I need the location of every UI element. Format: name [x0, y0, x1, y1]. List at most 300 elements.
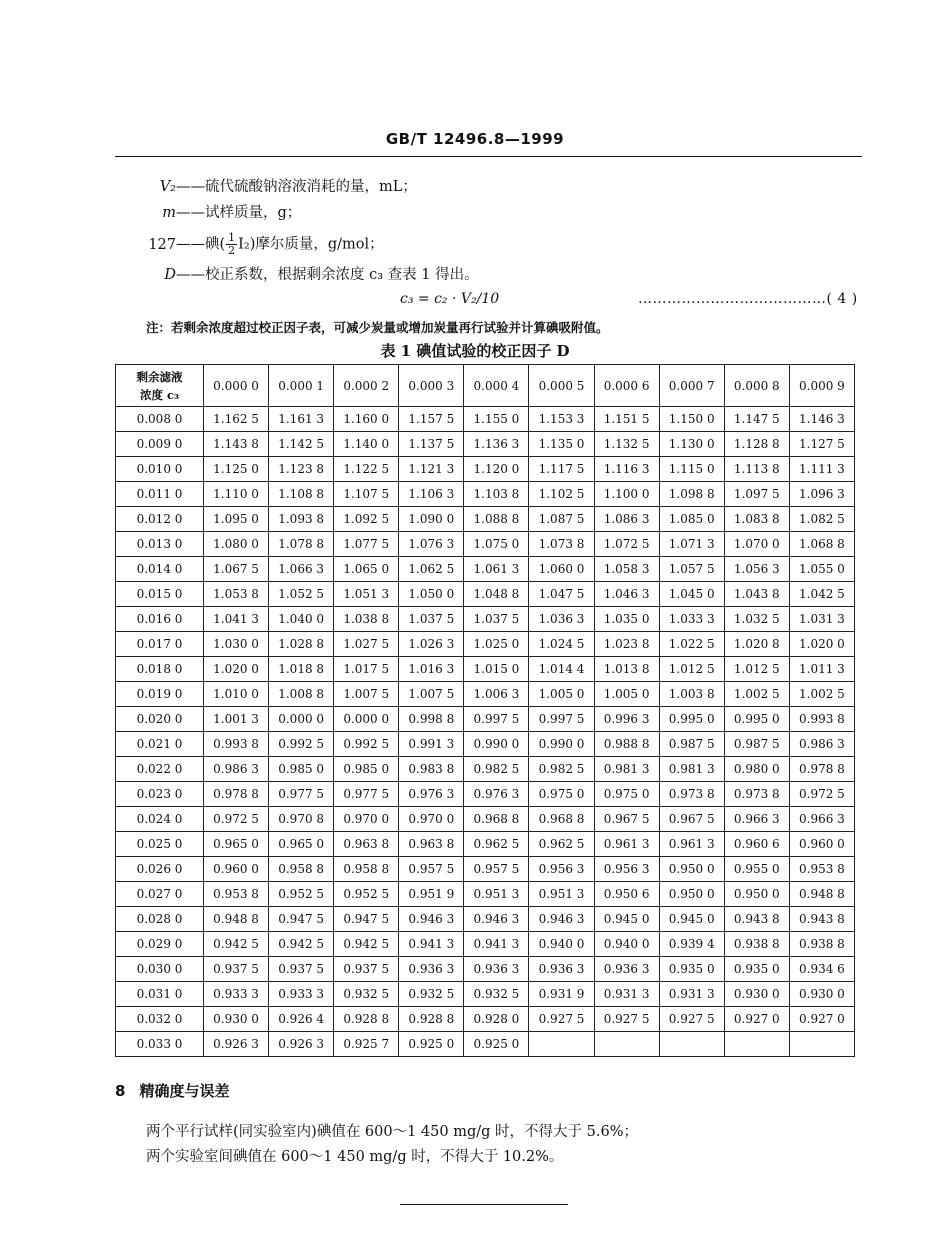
table-cell: 0.930 0 — [204, 1007, 269, 1032]
table-cell: 0.945 0 — [659, 907, 724, 932]
table-cell: 1.032 5 — [724, 607, 789, 632]
table-cell: 0.977 5 — [334, 782, 399, 807]
definition-dash: —— — [176, 179, 205, 195]
table-row — [116, 582, 855, 607]
table-row — [116, 957, 855, 982]
table-cell: 0.981 3 — [659, 757, 724, 782]
table-cell: 1.117 5 — [529, 457, 594, 482]
row-header: 0.021 0 — [116, 732, 204, 757]
table-cell: 1.037 5 — [464, 607, 529, 632]
table-cell: 0.950 0 — [659, 857, 724, 882]
table-cell: 0.985 0 — [334, 757, 399, 782]
table-row — [116, 707, 855, 732]
table-cell: 1.002 5 — [789, 682, 854, 707]
table-cell: 1.080 0 — [204, 532, 269, 557]
table-cell: 0.931 9 — [529, 982, 594, 1007]
table-cell: 1.088 8 — [464, 507, 529, 532]
table-cell: 0.998 8 — [399, 707, 464, 732]
table-cell: 1.052 5 — [269, 582, 334, 607]
table-cell: 1.075 0 — [464, 532, 529, 557]
table-cell: 1.071 3 — [659, 532, 724, 557]
table-title: 表 1 碘值试验的校正因子 D — [380, 342, 570, 360]
table-cell: 0.982 5 — [529, 757, 594, 782]
row-header: 0.027 0 — [116, 882, 204, 907]
table-row — [116, 1032, 855, 1057]
table-row — [116, 607, 855, 632]
table-cell: 0.962 5 — [464, 832, 529, 857]
column-header: 0.000 3 — [399, 365, 464, 407]
table-cell: 0.992 5 — [334, 732, 399, 757]
table-cell: 1.095 0 — [204, 507, 269, 532]
row-header: 0.008 0 — [116, 407, 204, 432]
table-cell: 0.946 3 — [529, 907, 594, 932]
table-cell: 0.936 3 — [464, 957, 529, 982]
table-cell: 1.157 5 — [399, 407, 464, 432]
table-cell: 0.958 8 — [269, 857, 334, 882]
fraction-denominator: 2 — [228, 244, 236, 257]
table-cell: 0.970 8 — [269, 807, 334, 832]
corner-header-line2: 浓度 c₃ — [139, 387, 180, 402]
table-cell: 1.025 0 — [464, 632, 529, 657]
table-row — [116, 482, 855, 507]
table-cell: 1.006 3 — [464, 682, 529, 707]
table-cell: 0.957 5 — [464, 857, 529, 882]
table-cell: 0.991 3 — [399, 732, 464, 757]
table-cell: 0.952 5 — [269, 882, 334, 907]
table-cell: 1.020 0 — [204, 657, 269, 682]
table-cell: 0.945 0 — [594, 907, 659, 932]
table-cell: 1.100 0 — [594, 482, 659, 507]
row-header: 0.028 0 — [116, 907, 204, 932]
table-cell: 1.062 5 — [399, 557, 464, 582]
table-cell: 0.930 0 — [789, 982, 854, 1007]
table-cell: 1.132 5 — [594, 432, 659, 457]
table-cell: 1.120 0 — [464, 457, 529, 482]
table-cell: 1.107 5 — [334, 482, 399, 507]
table-cell: 0.948 8 — [789, 882, 854, 907]
table-cell: 1.050 0 — [399, 582, 464, 607]
table-cell: 0.950 0 — [659, 882, 724, 907]
equation-formula: c₃ = c₂ · V₂/10 — [400, 291, 500, 307]
table-cell: 1.020 0 — [789, 632, 854, 657]
table-cell: 0.967 5 — [594, 807, 659, 832]
precision-line-2: 两个实验室间碘值在 600～1 450 mg/g 时，不得大于 10.2%。 — [146, 1149, 564, 1165]
table-row — [116, 832, 855, 857]
table-cell: 1.012 5 — [724, 657, 789, 682]
table-cell: 0.960 6 — [724, 832, 789, 857]
table-cell: 1.122 5 — [334, 457, 399, 482]
row-header: 0.011 0 — [116, 482, 204, 507]
table-cell: 1.073 8 — [529, 532, 594, 557]
table-cell: 0.928 8 — [399, 1007, 464, 1032]
table-cell: 1.093 8 — [269, 507, 334, 532]
table-cell: 1.048 8 — [464, 582, 529, 607]
table-cell: 1.036 3 — [529, 607, 594, 632]
table-cell: 1.037 5 — [399, 607, 464, 632]
table-row — [116, 882, 855, 907]
table-cell: 0.982 5 — [464, 757, 529, 782]
table-cell: 1.070 0 — [724, 532, 789, 557]
table-cell: 1.116 3 — [594, 457, 659, 482]
table-cell: 0.987 5 — [659, 732, 724, 757]
table-cell: 0.966 3 — [724, 807, 789, 832]
table-cell: 0.990 0 — [529, 732, 594, 757]
table-cell: 1.001 3 — [204, 707, 269, 732]
table-cell: 0.925 0 — [464, 1032, 529, 1057]
table-cell: 1.140 0 — [334, 432, 399, 457]
table-cell: 0.997 5 — [464, 707, 529, 732]
table-cell: 0.983 8 — [399, 757, 464, 782]
table-cell: 1.077 5 — [334, 532, 399, 557]
table-cell: 1.055 0 — [789, 557, 854, 582]
table-cell: 1.092 5 — [334, 507, 399, 532]
table-cell: 0.978 8 — [789, 757, 854, 782]
table-cell: 0.985 0 — [269, 757, 334, 782]
table-cell: 1.035 0 — [594, 607, 659, 632]
table-cell — [594, 1032, 659, 1057]
row-header: 0.022 0 — [116, 757, 204, 782]
definition-d — [148, 264, 479, 286]
table-cell: 1.085 0 — [659, 507, 724, 532]
table-cell: 0.926 4 — [269, 1007, 334, 1032]
table-cell: 0.995 0 — [724, 707, 789, 732]
table-cell: 1.043 8 — [724, 582, 789, 607]
table-cell: 0.968 8 — [464, 807, 529, 832]
table-cell: 1.065 0 — [334, 557, 399, 582]
row-header: 0.010 0 — [116, 457, 204, 482]
column-header: 0.000 2 — [334, 365, 399, 407]
table-cell: 1.102 5 — [529, 482, 594, 507]
table-cell: 0.975 0 — [529, 782, 594, 807]
table-cell: 1.003 8 — [659, 682, 724, 707]
table-cell: 0.968 8 — [529, 807, 594, 832]
table-cell: 1.024 5 — [529, 632, 594, 657]
row-header: 0.032 0 — [116, 1007, 204, 1032]
definition-dash: —— — [176, 267, 205, 283]
table-row — [116, 457, 855, 482]
table-cell: 1.090 0 — [399, 507, 464, 532]
footer-rule — [400, 1204, 568, 1205]
table-cell: 0.960 0 — [789, 832, 854, 857]
table-cell: 0.981 3 — [594, 757, 659, 782]
table-cell: 0.925 7 — [334, 1032, 399, 1057]
table-cell: 0.980 0 — [724, 757, 789, 782]
standard-header: GB/T 12496.8—1999 — [385, 130, 565, 148]
table-cell: 1.046 3 — [594, 582, 659, 607]
table-cell: 0.987 5 — [724, 732, 789, 757]
table-cell: 0.992 5 — [269, 732, 334, 757]
table-cell: 0.960 0 — [204, 857, 269, 882]
table-cell: 0.942 5 — [269, 932, 334, 957]
table-cell: 0.951 3 — [464, 882, 529, 907]
table-cell: 1.045 0 — [659, 582, 724, 607]
table-cell: 0.976 3 — [399, 782, 464, 807]
definition-text: 校正系数，根据剩余浓度 c₃ 查表 1 得出。 — [205, 267, 479, 283]
table-cell: 1.060 0 — [529, 557, 594, 582]
header-rule — [115, 156, 862, 157]
definition-text: 试样质量，g； — [205, 205, 302, 221]
table-cell: 0.953 8 — [789, 857, 854, 882]
table-cell: 0.940 0 — [594, 932, 659, 957]
table-cell: 0.956 3 — [594, 857, 659, 882]
table-cell: 1.007 5 — [399, 682, 464, 707]
row-header: 0.026 0 — [116, 857, 204, 882]
table-cell: 0.965 0 — [204, 832, 269, 857]
equation-number: ( 4 ) — [826, 291, 858, 307]
table-body — [116, 407, 855, 1057]
table-cell: 1.142 5 — [269, 432, 334, 457]
table-row — [116, 807, 855, 832]
table-cell: 1.155 0 — [464, 407, 529, 432]
row-header: 0.014 0 — [116, 557, 204, 582]
table-cell: 1.031 3 — [789, 607, 854, 632]
table-row — [116, 632, 855, 657]
table-cell: 0.996 3 — [594, 707, 659, 732]
table-cell: 1.040 0 — [269, 607, 334, 632]
table-cell: 1.023 8 — [594, 632, 659, 657]
row-header: 0.025 0 — [116, 832, 204, 857]
equation-leader — [638, 291, 858, 307]
table-row — [116, 507, 855, 532]
table-cell: 0.950 6 — [594, 882, 659, 907]
table-cell: 1.127 5 — [789, 432, 854, 457]
table-cell: 1.137 5 — [399, 432, 464, 457]
table-cell: 1.128 8 — [724, 432, 789, 457]
row-header: 0.018 0 — [116, 657, 204, 682]
row-header: 0.012 0 — [116, 507, 204, 532]
column-header: 0.000 1 — [269, 365, 334, 407]
table-cell: 0.000 0 — [334, 707, 399, 732]
definition-m — [148, 202, 301, 224]
table-row — [116, 982, 855, 1007]
table-cell: 0.936 3 — [399, 957, 464, 982]
table-cell: 1.041 3 — [204, 607, 269, 632]
table-cell: 0.948 8 — [204, 907, 269, 932]
table-cell: 0.926 3 — [269, 1032, 334, 1057]
note: 注：若剩余浓度超过校正因子表，可减少炭量或增加炭量再行试验并计算碘吸附值。 — [146, 320, 609, 335]
table-cell: 0.937 5 — [204, 957, 269, 982]
table-cell: 0.925 0 — [399, 1032, 464, 1057]
table-cell: 0.970 0 — [399, 807, 464, 832]
table-cell: 1.076 3 — [399, 532, 464, 557]
table-row — [116, 557, 855, 582]
equation-row — [400, 291, 862, 307]
table-cell: 1.014 4 — [529, 657, 594, 682]
column-header: 0.000 7 — [659, 365, 724, 407]
definition-symbol: D — [164, 267, 176, 283]
table-cell: 1.111 3 — [789, 457, 854, 482]
row-header: 0.015 0 — [116, 582, 204, 607]
table-cell: 0.961 3 — [594, 832, 659, 857]
table-row — [116, 857, 855, 882]
table-cell: 0.970 0 — [334, 807, 399, 832]
table-cell: 0.000 0 — [269, 707, 334, 732]
table-cell: 1.161 3 — [269, 407, 334, 432]
table-cell: 0.937 5 — [334, 957, 399, 982]
table-cell: 1.042 5 — [789, 582, 854, 607]
table-cell: 1.072 5 — [594, 532, 659, 557]
table-cell: 0.961 3 — [659, 832, 724, 857]
table-cell: 1.078 8 — [269, 532, 334, 557]
table-cell: 1.150 0 — [659, 407, 724, 432]
table-cell: 0.993 8 — [789, 707, 854, 732]
table-cell: 0.975 0 — [594, 782, 659, 807]
table-cell: 0.972 5 — [204, 807, 269, 832]
table-cell: 0.995 0 — [659, 707, 724, 732]
table-cell: 0.988 8 — [594, 732, 659, 757]
table-cell: 1.151 5 — [594, 407, 659, 432]
table-cell: 1.106 3 — [399, 482, 464, 507]
table-cell: 0.986 3 — [789, 732, 854, 757]
table-cell: 1.010 0 — [204, 682, 269, 707]
table-header-row — [116, 365, 855, 407]
table-cell — [789, 1032, 854, 1057]
table-row — [116, 1007, 855, 1032]
table-cell: 0.934 6 — [789, 957, 854, 982]
definition-text-before: 碘( — [205, 236, 226, 253]
table-cell: 0.943 8 — [789, 907, 854, 932]
table-cell: 1.153 3 — [529, 407, 594, 432]
table-cell: 0.952 5 — [334, 882, 399, 907]
table-cell: 1.008 8 — [269, 682, 334, 707]
table-cell: 1.097 5 — [724, 482, 789, 507]
table-cell: 0.990 0 — [464, 732, 529, 757]
row-header: 0.017 0 — [116, 632, 204, 657]
table-cell: 1.135 0 — [529, 432, 594, 457]
table-cell: 0.947 5 — [269, 907, 334, 932]
table-cell: 0.938 8 — [724, 932, 789, 957]
column-header: 0.000 6 — [594, 365, 659, 407]
table-row — [116, 657, 855, 682]
row-header: 0.013 0 — [116, 532, 204, 557]
table-cell: 0.953 8 — [204, 882, 269, 907]
table-cell: 1.013 8 — [594, 657, 659, 682]
table-cell: 0.963 8 — [334, 832, 399, 857]
table-cell: 1.123 8 — [269, 457, 334, 482]
table-cell: 1.038 8 — [334, 607, 399, 632]
table-cell: 1.058 3 — [594, 557, 659, 582]
table-cell: 1.051 3 — [334, 582, 399, 607]
section-number: 8 — [115, 1082, 126, 1100]
definition-dash: —— — [176, 236, 205, 253]
table-cell: 0.931 3 — [594, 982, 659, 1007]
table-cell: 0.955 0 — [724, 857, 789, 882]
table-cell: 0.942 5 — [204, 932, 269, 957]
table-cell: 0.965 0 — [269, 832, 334, 857]
corner-header-line1: 剩余滤液 — [136, 369, 183, 384]
table-cell: 1.115 0 — [659, 457, 724, 482]
table-cell: 1.016 3 — [399, 657, 464, 682]
table-cell: 1.047 5 — [529, 582, 594, 607]
table-cell: 0.938 8 — [789, 932, 854, 957]
table-cell: 1.108 8 — [269, 482, 334, 507]
table-cell: 0.926 3 — [204, 1032, 269, 1057]
table-cell: 1.005 0 — [594, 682, 659, 707]
section-title: 精确度与误差 — [139, 1082, 230, 1100]
table-cell: 1.027 5 — [334, 632, 399, 657]
table-row — [116, 932, 855, 957]
table-cell: 0.927 5 — [529, 1007, 594, 1032]
table-cell: 1.011 3 — [789, 657, 854, 682]
table-cell: 0.957 5 — [399, 857, 464, 882]
table-cell: 0.939 4 — [659, 932, 724, 957]
table-cell: 1.028 8 — [269, 632, 334, 657]
table-cell: 0.950 0 — [724, 882, 789, 907]
table-cell: 0.936 3 — [594, 957, 659, 982]
table-cell: 1.066 3 — [269, 557, 334, 582]
definition-dash: —— — [176, 205, 205, 221]
row-header: 0.009 0 — [116, 432, 204, 457]
table-cell: 0.946 3 — [464, 907, 529, 932]
table-cell: 1.026 3 — [399, 632, 464, 657]
table-cell: 0.932 5 — [399, 982, 464, 1007]
table-cell: 1.002 5 — [724, 682, 789, 707]
table-row — [116, 732, 855, 757]
equation-leader-dots: ………………………………… — [638, 291, 827, 307]
table-cell: 0.993 8 — [204, 732, 269, 757]
column-header: 0.000 4 — [464, 365, 529, 407]
table-cell: 1.015 0 — [464, 657, 529, 682]
table-cell: 1.068 8 — [789, 532, 854, 557]
table-row — [116, 907, 855, 932]
table-cell: 0.933 3 — [204, 982, 269, 1007]
table-cell: 1.146 3 — [789, 407, 854, 432]
definition-symbol: V₂ — [159, 179, 176, 195]
table-cell: 0.986 3 — [204, 757, 269, 782]
correction-factor-table — [115, 364, 855, 1057]
row-header: 0.029 0 — [116, 932, 204, 957]
table-row — [116, 432, 855, 457]
table-cell: 1.012 5 — [659, 657, 724, 682]
table-cell: 1.087 5 — [529, 507, 594, 532]
table-cell: 0.967 5 — [659, 807, 724, 832]
half-fraction — [226, 232, 237, 257]
table-cell: 0.958 8 — [334, 857, 399, 882]
table-cell: 1.033 3 — [659, 607, 724, 632]
table-cell: 1.125 0 — [204, 457, 269, 482]
corner-header — [116, 365, 204, 407]
table-cell: 0.963 8 — [399, 832, 464, 857]
row-header: 0.020 0 — [116, 707, 204, 732]
table-cell — [529, 1032, 594, 1057]
table-cell: 0.932 5 — [334, 982, 399, 1007]
definition-symbol: m — [162, 205, 176, 221]
table-cell: 1.057 5 — [659, 557, 724, 582]
table-cell: 0.936 3 — [529, 957, 594, 982]
table-cell: 0.956 3 — [529, 857, 594, 882]
table-cell: 1.121 3 — [399, 457, 464, 482]
definition-v2 — [148, 176, 417, 198]
table-cell: 0.935 0 — [659, 957, 724, 982]
row-header: 0.016 0 — [116, 607, 204, 632]
table-cell: 1.110 0 — [204, 482, 269, 507]
row-header: 0.031 0 — [116, 982, 204, 1007]
table-cell: 0.977 5 — [269, 782, 334, 807]
column-header: 0.000 0 — [204, 365, 269, 407]
table-cell: 1.136 3 — [464, 432, 529, 457]
table-row — [116, 682, 855, 707]
table-cell: 1.160 0 — [334, 407, 399, 432]
table-cell: 0.927 0 — [789, 1007, 854, 1032]
table-cell: 1.143 8 — [204, 432, 269, 457]
table-cell: 0.997 5 — [529, 707, 594, 732]
table-cell — [724, 1032, 789, 1057]
row-header: 0.033 0 — [116, 1032, 204, 1057]
table-row — [116, 757, 855, 782]
table-cell: 0.951 9 — [399, 882, 464, 907]
row-header: 0.019 0 — [116, 682, 204, 707]
table-cell: 0.951 3 — [529, 882, 594, 907]
